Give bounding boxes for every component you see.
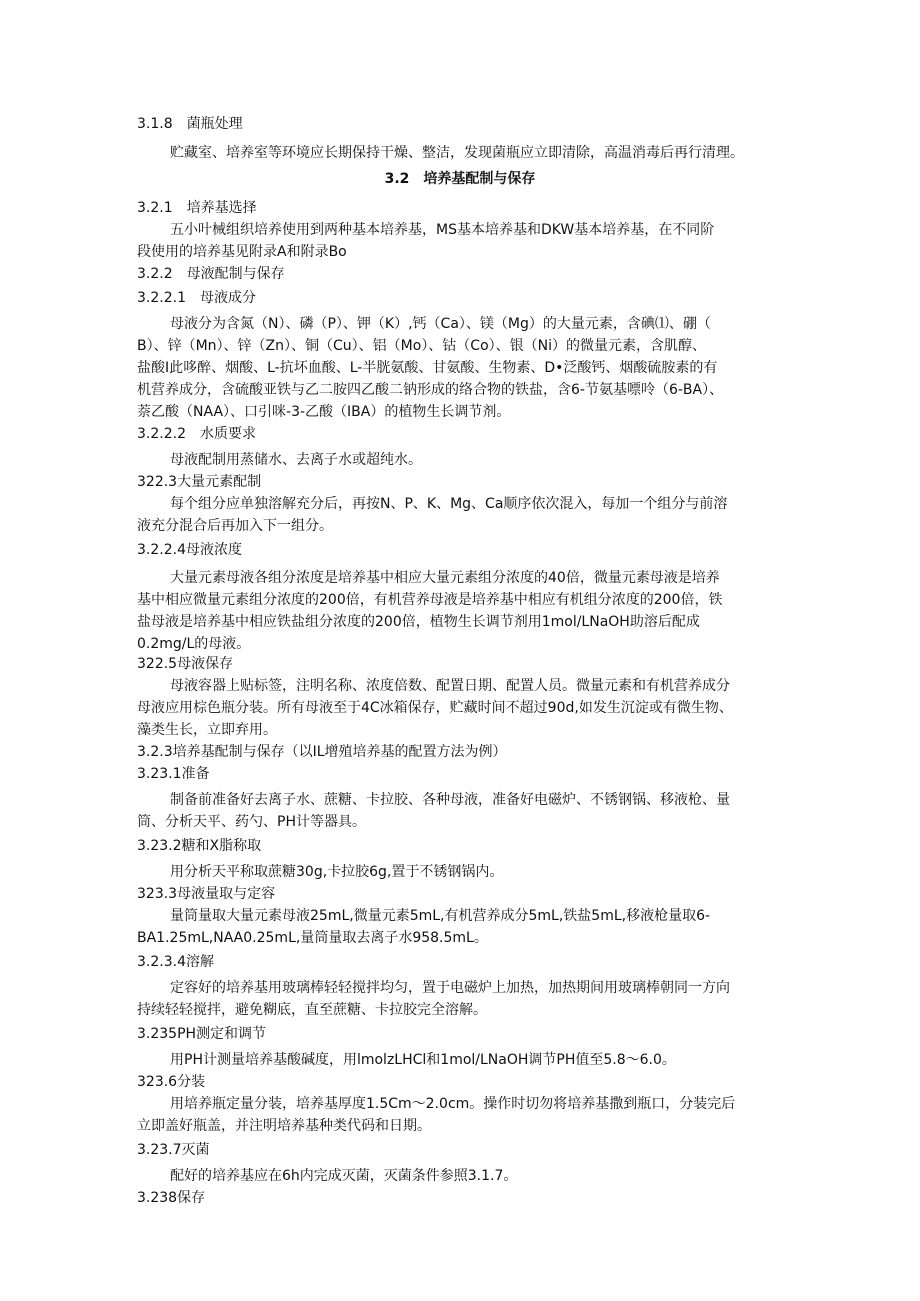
heading-3-2-3-5: 3.235PH测定和调节 [137,1026,267,1042]
heading-3-2-3-6: 323.6分装 [137,1074,206,1090]
heading-3-2-2-5: 322.5母液保存 [137,656,234,672]
paragraph-line: 筒、分析天平、药勺、PH计等器具。 [137,814,366,830]
paragraph-line: 制备前准备好去离子水、蔗糖、卡拉胶、各种母液，准备好电磁炉、不锈钢锅、移液枪、量 [170,792,730,808]
paragraph-line: 五小叶械组织培养使用到两种基本培养基，MS基本培养基和DKW基本培养基，在不同阶 [170,222,715,238]
paragraph-line: B）、锌（Mn）、锌（Zn）、铜（Cu）、铝（Mo）、钴（Co）、银（Ni）的微量元素，含肌醇、 [137,338,707,354]
paragraph-line: 液充分混合后再加入下一组分。 [137,518,333,534]
heading-3-2-2-4: 3.2.2.4母液浓度 [137,542,242,558]
paragraph-line: 用分析天平称取蔗糖30g,卡拉胶6g,置于不锈钢锅内。 [170,864,504,880]
paragraph-line: 机营养成分，含硫酸亚铁与乙二胺四乙酸二钠形成的络合物的铁盐，含6-节氨基嘌呤（6-BA）、 [137,382,724,398]
heading-3-2-3-2: 3.23.2糖和X脂称取 [137,838,262,854]
heading-3-2-1: 3.2.1 培养基选择 [137,200,257,216]
heading-3-2-3-4: 3.2.3.4溶解 [137,954,214,970]
paragraph-line: 萘乙酸（NAA）、口引咪-3-乙酸（IBA）的植物生长调节剂。 [137,404,511,420]
heading-3-2-3-8: 3.238保存 [137,1190,206,1206]
paragraph-line: 段使用的培养基见附录A和附录Bo [137,244,347,260]
heading-3-2-2-2: 3.2.2.2 水质要求 [137,426,256,442]
paragraph-line: 母液配制用蒸储水、去离子水或超纯水。 [170,452,422,468]
heading-3-2-2: 3.2.2 母液配制与保存 [137,266,285,282]
paragraph-line: 量筒量取大量元素母液25mL,微量元素5mL,有机营养成分5mL,铁盐5mL,移液枪量取6- [170,908,711,924]
paragraph-line: 0.2mg/L的母液。 [137,636,251,652]
heading-3-2-2-3: 322.3大量元素配制 [137,474,262,490]
section-title-3-2: 3.2 培养基配制与保存 [384,171,536,187]
heading-3-2-3-7: 3.23.7灭菌 [137,1142,210,1158]
paragraph-line: BA1.25mL,NAA0.25mL,量筒量取去离子水958.5mL。 [137,930,488,946]
paragraph-line: 立即盖好瓶盖，并注明培养基种类代码和日期。 [137,1118,431,1134]
paragraph-line: 定容好的培养基用玻璃棒轻轻搅拌均匀，置于电磁炉上加热，加热期间用玻璃棒朝同一方向 [170,980,730,996]
paragraph-line: 用培养瓶定量分装，培养基厚度1.5Cm～2.0cm。操作时切勿将培养基撒到瓶口，分装完后 [170,1096,736,1112]
paragraph-line: 藻类生长，立即弃用。 [137,722,277,738]
paragraph-line: 基中相应微量元素组分浓度的200倍，有机营养母液是培养基中相应有机组分浓度的200倍，铁 [137,592,723,608]
paragraph-line: 盐酸I此哆醉、烟酸、L-抗坏血酸、L-半胱氨酸、甘氨酸、生物素、D•泛酸钙、烟酸硫胺素的有 [137,360,718,376]
paragraph-line: 每个组分应单独溶解充分后，再按N、P、K、Mg、Ca顺序依次混入，每加一个组分与前溶 [170,496,728,512]
paragraph-line: 母液分为含氮（N）、磷（P）、钾（K）,钙（Ca）、镁（Mg）的大量元素，含碘⑴、硼（ [170,316,711,332]
paragraph-line: 用PH计测量培养基酸碱度，用lmolzLHCl和1mol/LNaOH调节PH值至5.8～6.0。 [170,1052,676,1068]
paragraph-line: 大量元素母液各组分浓度是培养基中相应大量元素组分浓度的40倍，微量元素母液是培养 [170,570,720,586]
heading-3-2-2-1: 3.2.2.1 母液成分 [137,290,256,306]
paragraph-line: 盐母液是培养基中相应铁盐组分浓度的200倍，植物生长调节剂用1mol/LNaOH助溶后配成 [137,614,700,630]
heading-3-1-8: 3.1.8 菌瓶处理 [137,116,243,132]
paragraph-line: 配好的培养基应在6h内完成灭菌，灭菌条件参照3.1.7。 [170,1168,518,1184]
paragraph-line: 母液应用棕色瓶分装。所有母液至于4C冰箱保存，贮藏时间不超过90d,如发生沉淀或有微生物、 [137,700,733,716]
heading-3-2-3: 3.2.3培养基配制与保存（以IL增殖培养基的配置方法为例） [137,744,507,760]
paragraph-line: 贮藏室、培养室等环境应长期保持干燥、整洁，发现菌瓶应立即清除，高温消毒后再行清理。 [170,145,744,161]
paragraph-line: 母液容器上贴标签，注明名称、浓度倍数、配置日期、配置人员。微量元素和有机营养成分 [170,678,730,694]
paragraph-line: 持续轻轻搅拌，避免糊底，直至蔗糖、卡拉胶完全溶解。 [137,1002,487,1018]
heading-3-2-3-1: 3.23.1准备 [137,766,210,782]
heading-3-2-3-3: 323.3母液量取与定容 [137,886,276,902]
